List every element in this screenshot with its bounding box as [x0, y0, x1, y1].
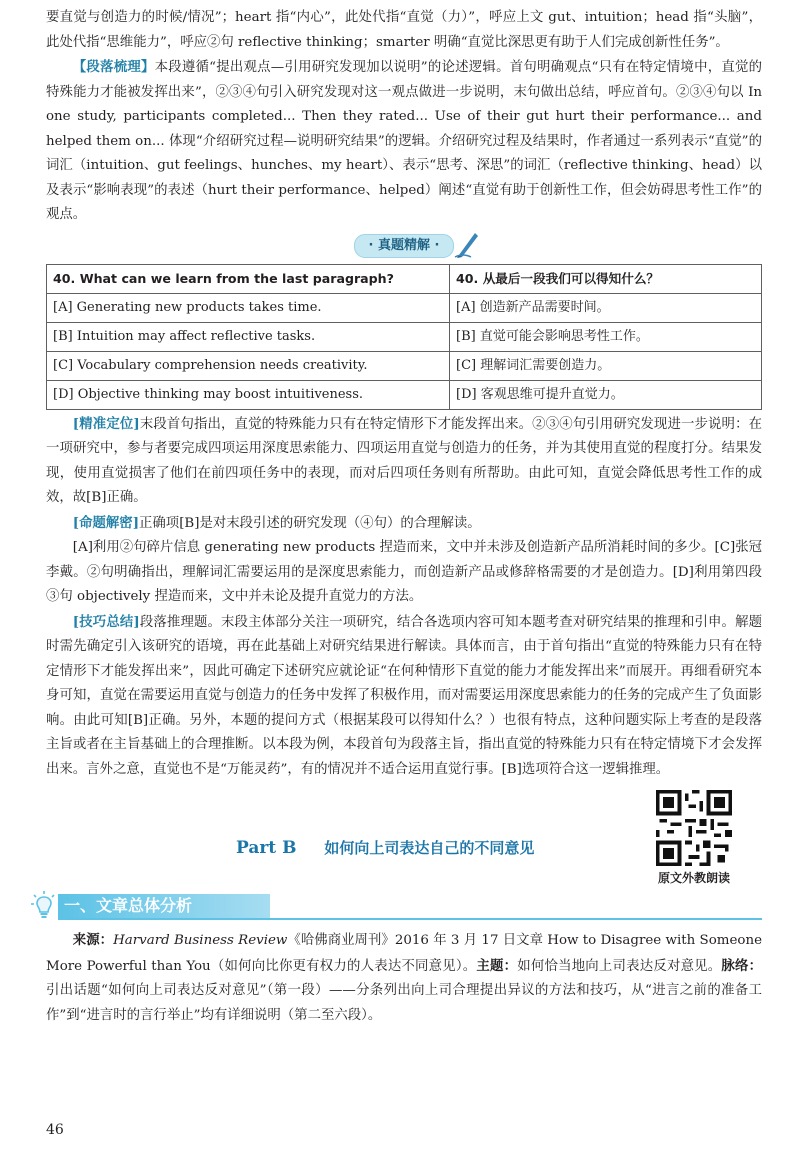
page-content: [46, 6, 762, 1028]
locate-paragraph: [46, 412, 762, 511]
page-number: 46: [46, 1122, 64, 1138]
section-title: 一、文章总体分析: [64, 896, 193, 915]
skill-tag: [技巧总结]: [72, 613, 140, 630]
option-a-cn: [A] 创造新产品需要时间。: [450, 293, 762, 322]
question-stem-cn: 40. 从最后一段我们可以得知什么？: [450, 264, 762, 293]
locate-text: 末段首句指出，直觉的特殊能力只有在特定情形下才能发挥出来。②③④句引用研究发现进一步说明：在一项研究中，参与者要完成四项运用深度思索能力、四项运用直觉与创造力的任务，并为其使用直觉的程度打分。结果发现，使用直觉损害了他们在前四项任务中的表现，而对后四项任务则有所帮助。由此可知，直觉会降低思考性工作的成效，故[B]正确。: [46, 416, 762, 505]
option-c-en: [C] Vocabulary comprehension needs creativity.: [47, 351, 450, 380]
structure-paragraph: [46, 55, 762, 228]
pen-icon: [453, 229, 481, 259]
option-d-cn: [D] 客观思维可提升直觉力。: [450, 380, 762, 409]
decode-text: 正确项[B]是对末段引述的研究发现（④句）的合理解读。: [139, 515, 481, 531]
qr-code-icon[interactable]: [656, 790, 732, 866]
option-row: [47, 380, 762, 409]
decode-paragraph: [46, 511, 762, 537]
theme-text: 如何恰当地向上司表达反对意见。: [517, 958, 722, 974]
analysis-paragraph: [46, 928, 762, 1028]
banner-label: · 真题精解 ·: [368, 237, 440, 253]
option-row: [47, 351, 762, 380]
qr-caption: 原文外教朗读: [657, 871, 730, 885]
section-heading-rule: [58, 918, 762, 920]
part-b-header: [46, 790, 762, 888]
locate-tag: [精准定位]: [72, 415, 140, 432]
context-label: 脉络：: [721, 957, 763, 974]
question-table: [46, 264, 762, 410]
part-b-label: Part B: [236, 838, 297, 858]
decode-tag: [命题解密]: [72, 514, 140, 531]
source-label: 来源：: [72, 932, 114, 948]
skill-text: 段落推理题。末段主体部分关注一项研究，结合各选项内容可知本题考查对研究结果的推理和引申。解题时需先确定引入该研究的语境，再在此基础上对研究结果进行解读。具体而言，由于首句指出“直觉的特殊能力只有在特定情形下才能发挥出来”，因此可确定下述研究应就论证“在何种情形下直觉的能力才能发挥出来”而展开。再细看研究本身可知，直觉在需要运用直觉与创造力的任务中发挥了积极作用，而对需要运用深度思索能力的任务的完成产生了负面影响。由此可知[B]正确。另外，本题的提问方式（根据某段可以得知什么？）也很有特点，这种问题实际上考查的是段落主旨或者在主旨基础上的合理推断。以本段为例，本段首句为段落主旨，指出直觉的特殊能力只有在特定情境下才会发挥出来。言外之意，直觉也不是“万能灵药”，有的情况并不适合运用直觉行事。[B]选项符合这一逻辑推理。: [46, 614, 762, 777]
source-italic: Harvard Business Review: [113, 933, 288, 948]
lightbulb-icon: [30, 890, 58, 922]
option-d-en: [D] Objective thinking may boost intuitiveness.: [47, 380, 450, 409]
context-text: 引出话题“如何向上司表达反对意见”（第一段）——分条列出向上司合理提出异议的方法和技巧，从“进言之前的准备工作”到“进言时的言行举止”均有详细说明（第二至六段）。: [46, 983, 762, 1023]
question-stem-en: 40. What can we learn from the last paragraph?: [47, 264, 450, 293]
source-text: 《哈佛商业周刊》2016 年 3 月 17 日文章 How to Disagree with Someone More Powerful than You（如何向比你更有权力的人表达不同意见）。: [46, 933, 763, 974]
skill-paragraph: [46, 610, 762, 783]
option-b-en: [B] Intuition may affect reflective tasks.: [47, 322, 450, 351]
banner-wrap: [46, 234, 762, 260]
option-a-en: [A] Generating new products takes time.: [47, 293, 450, 322]
option-row: [47, 322, 762, 351]
structure-text: 本段遵循“提出观点—引用研究发现加以说明”的论述逻辑。首句明确观点“只有在特定情境中，直觉的特殊能力才能被发挥出来”，②③④句引入研究发现对这一观点做进一步说明，末句做出总结，呼应首句。②③④句以 In one study, participants completed... Then they rated... Use of their gut hurt their performance... and helped them on... 体现“介绍研究过程—说明研究结果”的逻辑。介绍研究过程及结果时，作者通过一系列表示“直觉”的词汇（intuition、gut feelings、hunches、my heart）、表示“思考、深思”的词汇（reflective thinking、head）以及表示“影响表现”的表述（hurt their performance、helped）阐述“直觉有助于创新性工作，但会妨碍思考性工作”的观点。: [46, 60, 762, 222]
section-banner: [354, 234, 455, 258]
question-stem-row: [47, 264, 762, 293]
top-paragraph: 要直觉与创造力的时候/情况”；heart 指“内心”，此处代指“直觉（力）”，呼应上文 gut、intuition；head 指“头脑”，此处代指“思维能力”，呼应②句 reflective thinking；smarter 明确“直觉比深思更有助于人们完成创新性任务”。: [46, 10, 762, 50]
option-row: [47, 293, 762, 322]
structure-tag: 【段落梳理】: [72, 59, 155, 75]
option-c-cn: [C] 理解词汇需要创造力。: [450, 351, 762, 380]
option-b-cn: [B] 直觉可能会影响思考性工作。: [450, 322, 762, 351]
theme-label: 主题：: [476, 957, 518, 974]
part-b-title-text: 如何向上司表达自己的不同意见: [324, 839, 535, 857]
section-heading: [28, 890, 762, 922]
decode-paragraph-2: [A]利用②句碎片信息 generating new products 捏造而来，文中并未涉及创造新产品所消耗时间的多少。[C]张冠李戴。②句明确指出，理解词汇需要运用的是深度思索能力，而创造新产品或修辞格需要的才是创造力。[D]利用第四段③句 objectively 捏造而来，文中并未论及提升直觉力的方法。: [46, 540, 762, 604]
part-b-title: [236, 836, 534, 861]
